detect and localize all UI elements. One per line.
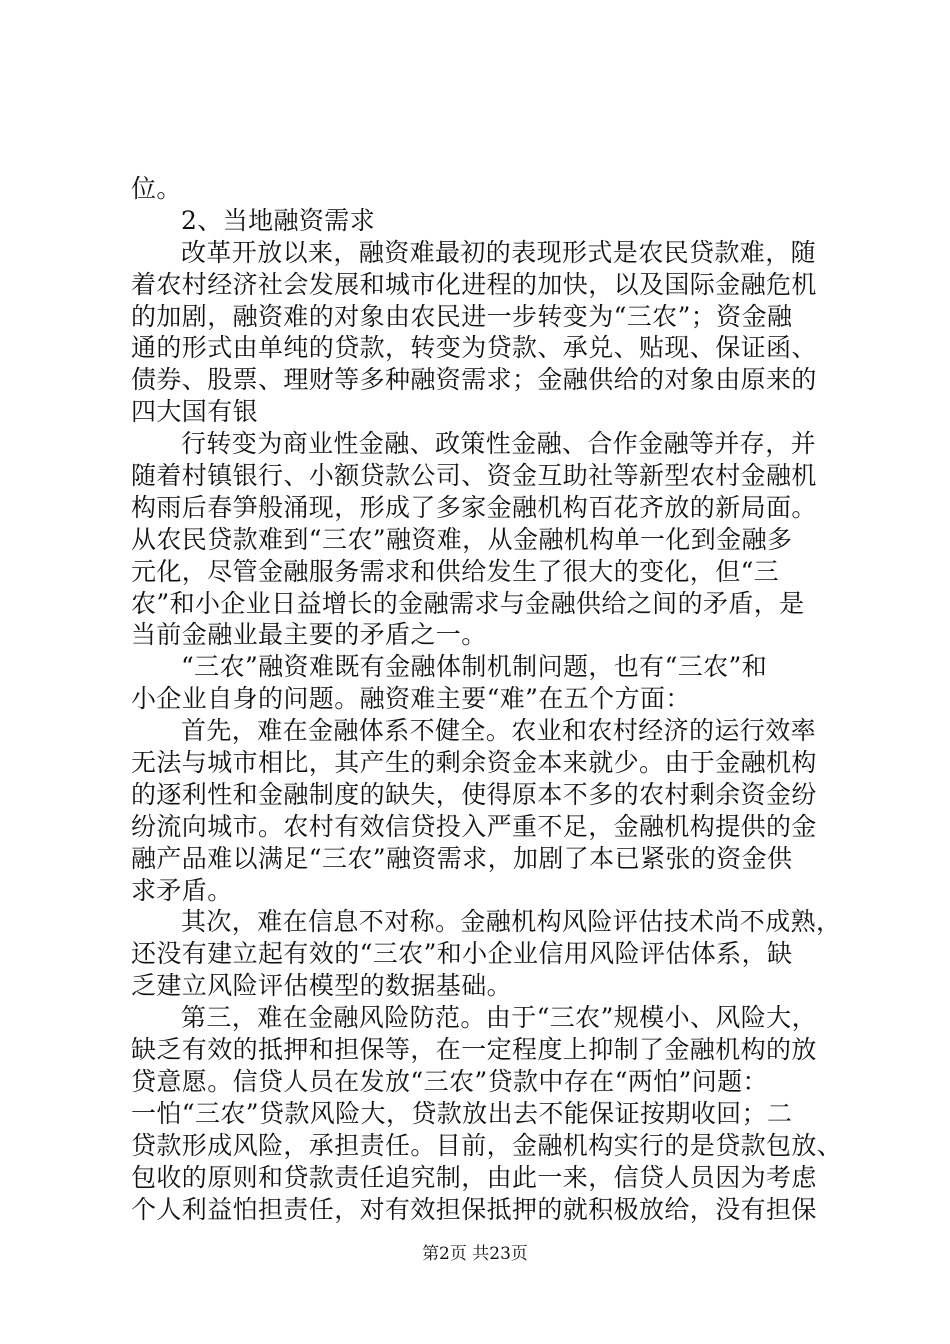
text-line: 缺乏有效的抵押和担保等，在一定程度上抑制了金融机构的放	[131, 1035, 817, 1065]
text-line: 构雨后春笋般涌现，形成了多家金融机构百花齐放的新局面。	[131, 492, 817, 522]
text-line: 小企业自身的问题。融资难主要“难”在五个方面：	[131, 684, 691, 714]
text-line: 贷款形成风险，承担责任。目前，金融机构实行的是贷款包放、	[131, 1130, 843, 1160]
text-line: 随着村镇银行、小额贷款公司、资金互助社等新型农村金融机	[131, 461, 817, 491]
text-line: “三农”融资难既有金融体制机制问题，也有“三农”和	[181, 652, 768, 682]
text-line: 着农村经济社会发展和城市化进程的加快，以及国际金融危机	[131, 269, 817, 299]
text-line: 四大国有银	[131, 397, 259, 427]
text-line: 农”和小企业日益增长的金融需求与金融供给之间的矛盾，是	[131, 588, 805, 618]
page-footer: 第2页 共23页	[422, 1244, 528, 1264]
text-line: 改革开放以来，融资难最初的表现形式是农民贷款难，随	[181, 237, 817, 267]
text-line: 还没有建立起有效的“三农”和小企业信用风险评估体系，缺	[131, 939, 793, 969]
text-line: 的加剧，融资难的对象由农民进一步转变为“三农”；资金融	[131, 301, 793, 331]
text-line: 位。	[131, 174, 182, 203]
text-line: 2、当地融资需求	[181, 205, 376, 235]
text-line: 从农民贷款难到“三农”融资难，从金融机构单一化到金融多	[131, 524, 793, 554]
text-line: 第三，难在金融风险防范。由于“三农”规模小、风险大，	[181, 1003, 817, 1033]
text-line: 无法与城市相比，其产生的剩余资金本来就少。由于金融机构	[131, 748, 817, 778]
text-line: 乏建立风险评估模型的数据基础。	[131, 971, 513, 1001]
text-line: 包收的原则和贷款责任追究制，由此一来，信贷人员因为考虑	[131, 1162, 817, 1192]
text-line: 当前金融业最主要的矛盾之一。	[131, 620, 487, 650]
text-line: 个人利益怕担责任，对有效担保抵押的就积极放给，没有担保	[131, 1194, 817, 1224]
text-line: 行转变为商业性金融、政策性金融、合作金融等并存，并	[181, 429, 817, 459]
document-body	[131, 173, 843, 1225]
text-line: 纷流向城市。农村有效信贷投入严重不足，金融机构提供的金	[131, 811, 817, 841]
text-line: 元化，尽管金融服务需求和供给发生了很大的变化，但“三	[131, 556, 780, 586]
text-line: 其次，难在信息不对称。金融机构风险评估技术尚不成熟，	[181, 907, 842, 937]
text-line: 融产品难以满足“三农”融资需求，加剧了本已紧张的资金供	[131, 843, 793, 873]
text-line: 的逐利性和金融制度的缺失，使得原本不多的农村剩余资金纷	[131, 779, 817, 809]
text-line: 首先，难在金融体系不健全。农业和农村经济的运行效率	[181, 716, 817, 746]
text-line: 求矛盾。	[131, 875, 233, 905]
text-line: 债券、股票、理财等多种融资需求；金融供给的对象由原来的	[131, 365, 817, 395]
text-line: 通的形式由单纯的贷款，转变为贷款、承兑、贴现、保证函、	[131, 333, 817, 363]
text-line: 贷意愿。信贷人员在发放“三农”贷款中存在“两怕”问题：	[131, 1066, 768, 1096]
text-line: 一怕“三农”贷款风险大，贷款放出去不能保证按期收回；二	[131, 1098, 793, 1128]
